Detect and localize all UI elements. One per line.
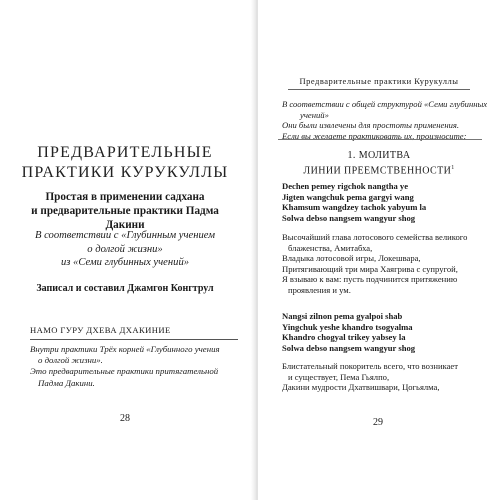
verse-line: Jigten wangchuk pema gargyi wang bbox=[282, 191, 414, 202]
verse-line: Nangsi zilnon pema gyalpoi shab bbox=[282, 311, 403, 321]
verse-line: Dechen pemey rigchok nangtha ye bbox=[282, 181, 409, 191]
translation-line: блаженства, Амитабха, bbox=[288, 242, 373, 253]
page-title bbox=[20, 143, 230, 183]
divider bbox=[30, 339, 238, 340]
intro-line: Они были извлечены для простоты применения. bbox=[282, 120, 460, 131]
intro-note bbox=[30, 344, 242, 389]
note-line: Это предварительные практики притягательной bbox=[30, 366, 219, 377]
subtitle-line: и предварительные практики Падма bbox=[31, 205, 219, 217]
running-header: Предварительные практики Курукуллы bbox=[299, 76, 459, 86]
note-line: Падма Дакини. bbox=[38, 377, 95, 388]
source-line: В соответствии с «Глубинным учением bbox=[34, 230, 216, 241]
verse-line: Yingchuk yeshe khandro tsogyalma bbox=[282, 321, 413, 332]
footnote-ref: 1 bbox=[451, 165, 455, 171]
title-line: ПРАКТИКИ КУРУКУЛЛЫ bbox=[21, 164, 229, 181]
verse-line: Khandro chogyal trikey yabsey la bbox=[282, 332, 406, 343]
translation-line: Притягивающий три мира Хаягрива с супругой, bbox=[282, 263, 458, 274]
section-title bbox=[258, 162, 500, 177]
translation-line: Я взываю к вам: пусть подчинится притяжению bbox=[282, 274, 458, 285]
section-heading bbox=[258, 150, 500, 177]
note-line: о долгой жизни». bbox=[38, 355, 103, 366]
subtitle bbox=[20, 190, 230, 232]
intro-line: В соответствии с общей структурой «Семи глубинных bbox=[282, 99, 488, 109]
subtitle-line: Простая в применении садхана bbox=[45, 191, 205, 203]
right-page bbox=[258, 0, 500, 500]
translation-line: Владыка лотосовой игры, Локешвара, bbox=[282, 253, 421, 264]
translation-1 bbox=[282, 232, 496, 296]
source-line: о долгой жизни» bbox=[87, 243, 163, 255]
translation-line: проявления и ум. bbox=[288, 284, 351, 295]
intro-line: Если вы желаете практиковать их, произносите: bbox=[282, 130, 467, 141]
author-line: Записал и составил Джамгон Конгтрул bbox=[36, 283, 214, 294]
page-number: 28 bbox=[120, 413, 130, 424]
intro-text bbox=[282, 99, 496, 141]
verse-line: Solwa debso nangsem wangyur shog bbox=[282, 212, 416, 223]
section-title-text: ЛИНИИ ПРЕЕМСТВЕННОСТИ bbox=[303, 165, 452, 177]
translation-line: Блистательный покоритель всего, что возникает bbox=[282, 361, 458, 371]
section-divider bbox=[278, 139, 482, 140]
section-number: 1. МОЛИТВА bbox=[347, 150, 411, 161]
verse-line: Solwa debso nangsem wangyur shog bbox=[282, 342, 416, 353]
intro-line: учений» bbox=[300, 109, 329, 120]
tibetan-verse-2 bbox=[282, 311, 496, 353]
translation-line: Дакини мудрости Дхатвишвари, Цогьялма, bbox=[282, 382, 440, 393]
source-note bbox=[20, 229, 230, 270]
note-line: Внутри практики Трёх корней «Глубинного учения bbox=[30, 344, 220, 354]
page-number: 29 bbox=[373, 417, 383, 428]
tibetan-verse-1 bbox=[282, 181, 496, 223]
translation-2 bbox=[282, 361, 496, 393]
source-line: из «Семи глубинных учений» bbox=[60, 257, 190, 268]
verse-line: Khamsum wangdzey tachok yabyum la bbox=[282, 202, 427, 213]
translation-line: и существует, Пема Гьялпо, bbox=[288, 371, 390, 382]
translation-line: Высочайший глава лотосового семейства великого bbox=[282, 232, 468, 242]
title-line: ПРЕДВАРИТЕЛЬНЫЕ bbox=[37, 144, 213, 161]
header-rule bbox=[288, 89, 470, 90]
subtitle-line: Дакини bbox=[105, 219, 145, 231]
namo-heading: НАМО ГУРУ ДХЕВА ДХАКИНИЕ bbox=[30, 325, 171, 335]
